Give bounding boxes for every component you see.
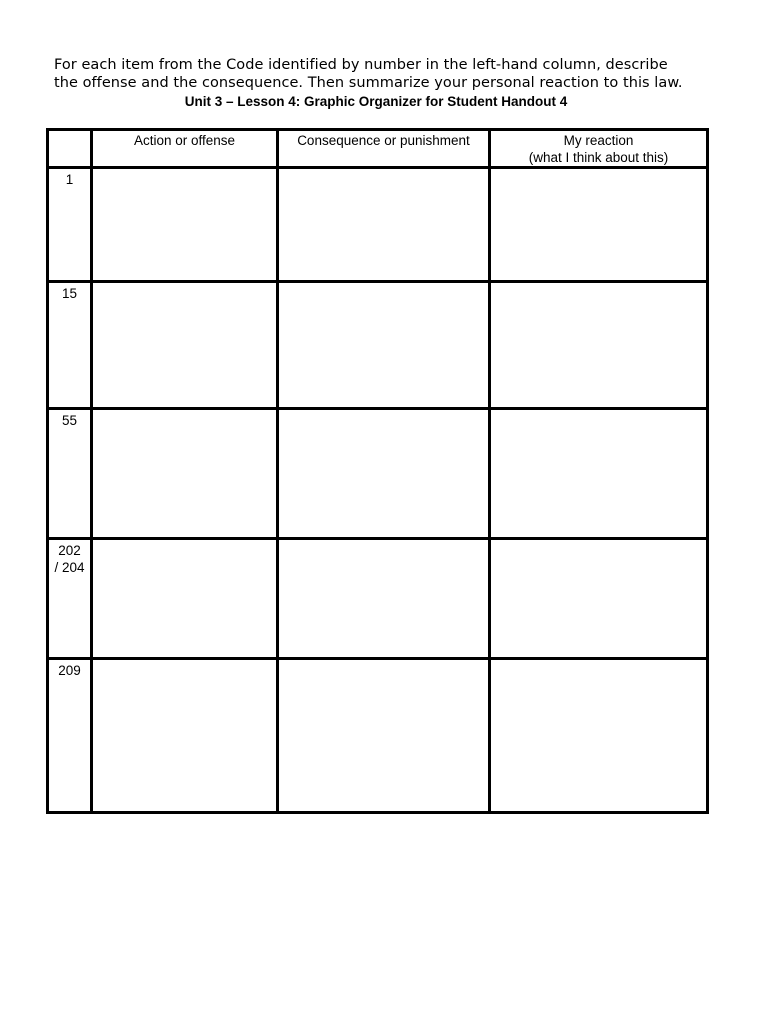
reaction-answer-cell[interactable]	[490, 409, 708, 539]
row-number-cell	[48, 282, 92, 409]
action-answer-cell[interactable]	[92, 659, 278, 813]
row-number-cell	[48, 409, 92, 539]
table-row	[48, 168, 708, 282]
row-number: 209	[58, 663, 81, 678]
reaction-answer-cell[interactable]	[490, 659, 708, 813]
consequence-answer-cell[interactable]	[278, 659, 490, 813]
row-number: 202	[58, 543, 81, 558]
row-number: 55	[61, 413, 78, 428]
row-number-cell	[48, 539, 92, 659]
table-header-row	[48, 130, 708, 168]
table-row	[48, 282, 708, 409]
header-consequence: Consequence or punishment	[278, 130, 490, 168]
header-reaction-line-2: (what I think about this)	[528, 150, 669, 165]
consequence-answer-cell[interactable]	[278, 282, 490, 409]
header-reaction	[490, 130, 708, 168]
consequence-answer-cell[interactable]	[278, 409, 490, 539]
action-answer-cell[interactable]	[92, 168, 278, 282]
reaction-answer-cell[interactable]	[490, 282, 708, 409]
row-number: 1	[65, 172, 74, 187]
instructions-line-2: the offense and the consequence. Then summarize your personal reaction to this law.	[54, 75, 683, 91]
action-answer-cell[interactable]	[92, 539, 278, 659]
table-row	[48, 409, 708, 539]
row-number-cell	[48, 659, 92, 813]
header-action: Action or offense	[92, 130, 278, 168]
row-number-continued: / 204	[54, 560, 85, 575]
instructions	[54, 56, 734, 92]
row-number: 15	[61, 286, 78, 301]
consequence-answer-cell[interactable]	[278, 539, 490, 659]
row-number-cell	[48, 168, 92, 282]
graphic-organizer-table	[46, 128, 709, 814]
header-reaction-line-1: My reaction	[563, 133, 634, 148]
reaction-answer-cell[interactable]	[490, 539, 708, 659]
page-title: Unit 3 – Lesson 4: Graphic Organizer for Student Handout 4	[184, 94, 568, 109]
action-answer-cell[interactable]	[92, 409, 278, 539]
table-row	[48, 539, 708, 659]
consequence-answer-cell[interactable]	[278, 168, 490, 282]
reaction-answer-cell[interactable]	[490, 168, 708, 282]
instructions-line-1: For each item from the Code identified by number in the left-hand column, describe	[54, 57, 668, 73]
header-number	[48, 130, 92, 168]
table-row	[48, 659, 708, 813]
action-answer-cell[interactable]	[92, 282, 278, 409]
